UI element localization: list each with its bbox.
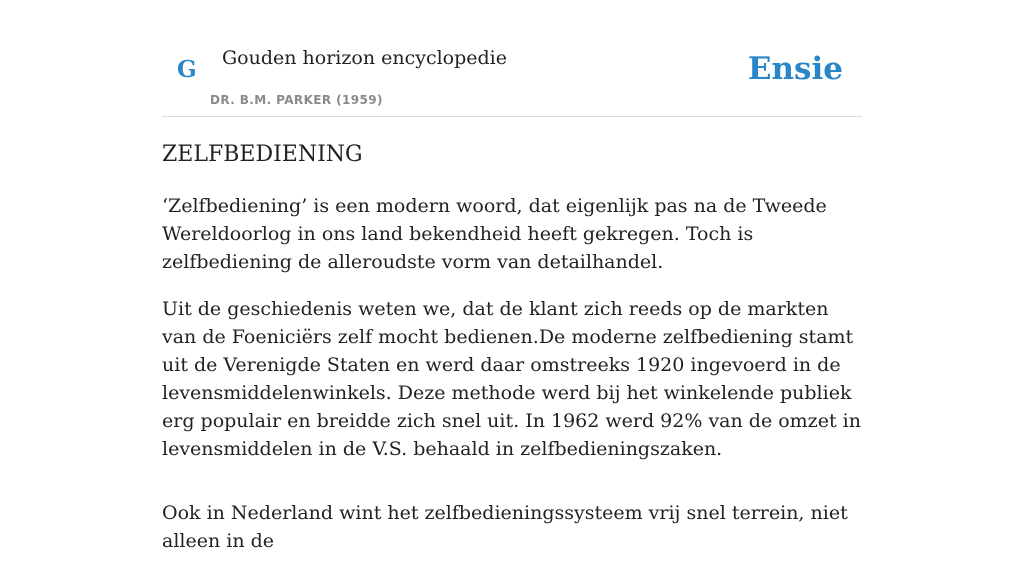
header (162, 0, 862, 117)
paragraph: ‘Zelfbediening’ is een modern woord, dat eigenlijk pas na de Tweede Wereldoorlog in ons land bekendheid heeft gekregen. Toch is zelfbediening de alleroudste vorm van detailhandel. (162, 195, 827, 273)
book-author: DR. B.M. PARKER (1959) (210, 93, 383, 107)
paragraph: Uit de geschiedenis weten we, dat de klant zich reeds op de markten van de Foeniciërs zelf mocht bedienen.De moderne zelfbediening stamt uit de Verenigde Staten en werd daar omstreeks 1920 ingevoerd in de levensmiddelenwinkels. Deze methode werd bij het winkelende publiek erg populair en breidde zich snel uit. In 1962 werd 92% van de omzet in levensmiddelen in de V.S. behaald in zelfbedieningszaken. (162, 298, 861, 460)
book-title[interactable]: Gouden horizon encyclopedie (222, 47, 507, 69)
paragraph: Ook in Nederland wint het zelfbedieningssysteem vrij snel terrein, niet alleen in de (162, 502, 848, 552)
page (162, 0, 862, 552)
article-title: ZELFBEDIENING (162, 142, 363, 167)
encyclopedia-logo[interactable]: G (177, 56, 197, 83)
ensie-logo[interactable]: Ensie (747, 51, 843, 87)
article-body (162, 192, 867, 574)
